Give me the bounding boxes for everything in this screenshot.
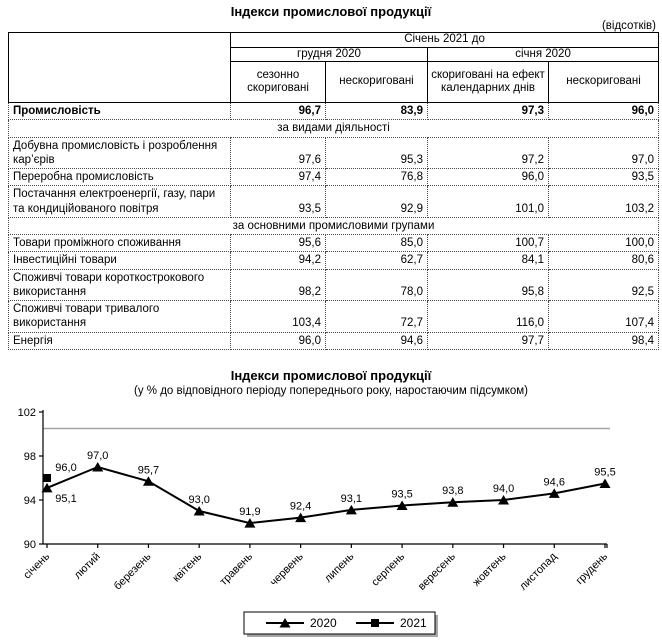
section-label: за видами діяльності — [9, 120, 659, 137]
triangle-marker — [194, 506, 205, 516]
value-cell: 78,0 — [326, 269, 428, 301]
table-row — [9, 332, 659, 349]
table-row — [9, 103, 659, 120]
table-row — [9, 137, 659, 169]
value-cell: 93,5 — [231, 186, 326, 218]
page-title: Індекси промислової продукції — [230, 4, 432, 19]
value-cell: 95,3 — [326, 137, 428, 169]
value-cell: 101,0 — [428, 186, 549, 218]
value-cell: 97,7 — [428, 332, 549, 349]
row-label: Переробна промисловість — [9, 169, 231, 186]
row-label: Постачання електроенергії, газу, пари та кондиційованого повітря — [9, 186, 231, 218]
header-group-dec2020: грудня 2020 — [231, 47, 428, 62]
value-cell: 95,6 — [231, 235, 326, 252]
value-cell: 96,0 — [549, 103, 659, 120]
x-tick-label: березень — [111, 550, 154, 593]
x-tick-label: грудень — [573, 550, 611, 587]
x-tick-label: червень — [267, 550, 306, 589]
value-cell: 96,0 — [231, 332, 326, 349]
value-cell: 107,4 — [549, 301, 659, 333]
x-tick-label: квітень — [170, 550, 205, 585]
data-label: 91,9 — [239, 505, 261, 518]
table-row — [9, 252, 659, 269]
x-tick-label: жовтень — [470, 550, 509, 589]
table-row — [9, 269, 659, 301]
header-col-unadjusted-2: нескориговані — [549, 62, 659, 103]
row-label: Товари проміжного споживання — [9, 235, 231, 252]
value-cell: 92,5 — [549, 269, 659, 301]
table-row — [9, 301, 659, 333]
y-tick-label: 90 — [23, 538, 36, 551]
value-cell: 94,2 — [231, 252, 326, 269]
row-label: Добувна промисловість і розроблення кар’єрів — [9, 137, 231, 169]
table-row — [9, 235, 659, 252]
data-label: 93,8 — [442, 485, 464, 498]
y-tick-label: 94 — [23, 494, 36, 507]
header-col-calendar: скориговані на ефект календарних днів — [428, 62, 549, 103]
legend-label-2021: 2021 — [400, 615, 427, 630]
value-cell: 97,3 — [428, 103, 549, 120]
value-cell: 93,5 — [549, 169, 659, 186]
data-label: 94,0 — [492, 482, 515, 495]
header-col-unadjusted-1: нескориговані — [326, 62, 428, 103]
data-label: 95,1 — [55, 492, 77, 505]
value-cell: 97,2 — [428, 137, 549, 169]
value-cell: 96,7 — [231, 103, 326, 120]
data-label: 93,0 — [188, 493, 210, 506]
indices-table — [8, 32, 659, 350]
y-tick-label: 98 — [23, 450, 36, 463]
table-body — [9, 103, 659, 350]
chart-title: Індекси промислової продукції — [230, 367, 432, 383]
square-marker — [371, 619, 379, 627]
x-tick-label: травень — [217, 550, 256, 588]
data-label: 93,5 — [391, 488, 413, 501]
triangle-marker — [92, 462, 103, 472]
chart-subtitle: (у % до відповідного періоду попереднього року, наростаючим підсумком) — [134, 384, 528, 397]
table-row — [9, 169, 659, 186]
x-tick-label: серпень — [369, 550, 408, 589]
value-cell: 72,7 — [326, 301, 428, 333]
data-label: 96,0 — [55, 461, 77, 474]
x-tick-label: липень — [322, 550, 357, 585]
header-top: Січень 2021 до — [231, 33, 659, 48]
value-cell: 96,0 — [428, 169, 549, 186]
value-cell: 94,6 — [326, 332, 428, 349]
series-2020-line — [47, 467, 605, 523]
row-label: Інвестиційні товари — [9, 252, 231, 269]
x-tick-label: листопад — [517, 550, 560, 593]
value-cell: 116,0 — [428, 301, 549, 333]
value-cell: 97,4 — [231, 169, 326, 186]
value-cell: 84,1 — [428, 252, 549, 269]
row-label: Енергія — [9, 332, 231, 349]
x-tick-label: січень — [21, 550, 53, 582]
value-cell: 100,7 — [428, 235, 549, 252]
value-cell: 85,0 — [326, 235, 428, 252]
legend-label-2020: 2020 — [310, 615, 337, 630]
value-cell: 76,8 — [326, 169, 428, 186]
value-cell: 95,8 — [428, 269, 549, 301]
chart-block — [0, 368, 662, 640]
data-label: 95,7 — [137, 464, 160, 477]
data-label: 97,0 — [87, 449, 109, 462]
table-row — [9, 186, 659, 218]
line-chart — [0, 397, 662, 640]
row-label: Промисловість — [9, 103, 231, 120]
value-cell: 92,9 — [326, 186, 428, 218]
data-label: 94,6 — [543, 476, 565, 489]
value-cell: 98,2 — [231, 269, 326, 301]
value-cell: 97,0 — [549, 137, 659, 169]
value-cell: 83,9 — [326, 103, 428, 120]
corner-cell — [9, 33, 231, 103]
value-cell: 98,4 — [549, 332, 659, 349]
value-cell: 62,7 — [326, 252, 428, 269]
table-row — [9, 120, 659, 137]
header-row-1 — [9, 33, 659, 48]
value-cell: 100,0 — [549, 235, 659, 252]
y-tick-label: 102 — [17, 406, 36, 419]
value-cell: 80,6 — [549, 252, 659, 269]
value-cell: 97,6 — [231, 137, 326, 169]
data-label: 93,1 — [340, 492, 363, 505]
square-marker — [43, 474, 51, 482]
value-cell: 103,2 — [549, 186, 659, 218]
value-cell: 103,4 — [231, 301, 326, 333]
row-label: Споживчі товари короткострокового використання — [9, 269, 231, 301]
row-label: Споживчі товари тривалого використання — [9, 301, 231, 333]
header-col-seasonal: сезонно скориговані — [231, 62, 326, 103]
section-label: за основними промисловими групами — [9, 217, 659, 234]
units-note: (відсотків) — [601, 20, 656, 32]
data-label: 92,4 — [289, 500, 312, 513]
header-group-jan2020: січня 2020 — [428, 47, 659, 62]
table-row — [9, 217, 659, 234]
x-tick-label: вересень — [415, 550, 458, 593]
data-label: 95,5 — [594, 466, 616, 479]
x-tick-label: лютий — [71, 550, 103, 582]
